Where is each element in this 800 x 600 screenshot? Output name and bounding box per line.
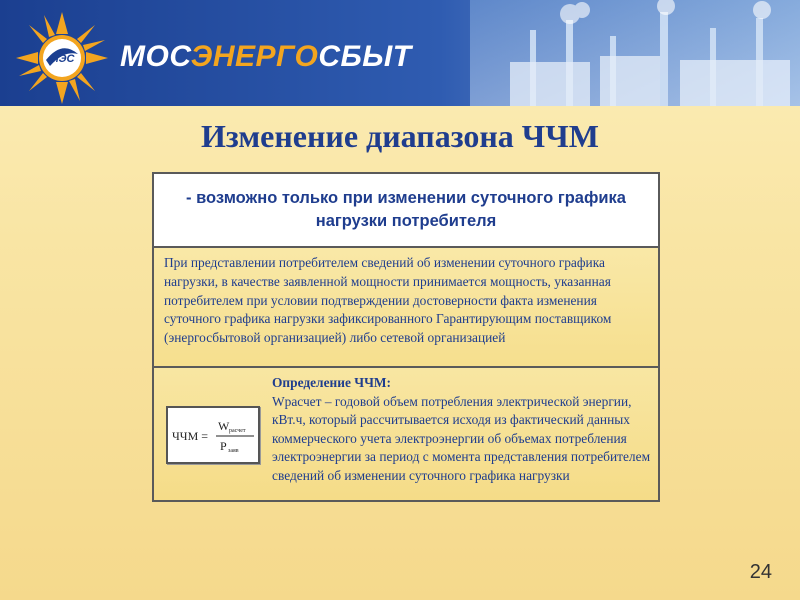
brand-part-3: СБЫТ xyxy=(318,40,412,73)
formula-numerator-sub: расчет xyxy=(229,428,246,434)
power-plant-photo xyxy=(470,0,800,106)
formula-graphic xyxy=(168,408,258,462)
brand-name xyxy=(120,40,412,74)
header-banner xyxy=(0,0,800,106)
content-box xyxy=(152,172,660,502)
page-number: 24 xyxy=(749,561,772,583)
formula-denominator: P xyxy=(220,439,227,453)
company-logo xyxy=(14,10,110,106)
definition-heading: Определение ЧЧМ: xyxy=(272,375,391,390)
formula-numerator: W xyxy=(218,419,230,433)
formula-lhs: ЧЧМ = xyxy=(172,429,209,443)
description-panel xyxy=(154,248,658,368)
definition-body: Wрасчет – годовой объем потребления электрической энергии, кВт.ч, который рассчитывается исходя из фактический данных коммерческого учета электроэнергии об объемах потребления электроэнергии за период с момента представления потребителем сведений об изменении суточного графика нагрузки xyxy=(272,393,651,483)
definition-text xyxy=(272,374,656,486)
formula-box xyxy=(166,406,260,464)
subtitle-panel xyxy=(154,174,658,248)
formula-denominator-sub: заяв xyxy=(228,448,239,454)
brand-part-1: МОС xyxy=(120,40,191,73)
brand-part-2: ЭНЕРГО xyxy=(190,40,319,73)
description-text: При представлении потребителем сведений об изменении суточного графика нагрузки, в качестве заявленной мощности принимается мощность, указанная потребителем при условии подтверждении достоверности факта изменения суточного графика нагрузки зафиксированного Гарантирующим поставщиком (энергосбытовой организацией) либо сетевой организацией xyxy=(164,255,612,346)
logo-text: МЭС xyxy=(49,53,75,65)
slide-title: Изменение диапазона ЧЧМ xyxy=(201,118,599,154)
subtitle-text: - возможно только при изменении суточного графика нагрузки потребителя xyxy=(186,189,626,230)
definition-panel xyxy=(154,368,658,500)
